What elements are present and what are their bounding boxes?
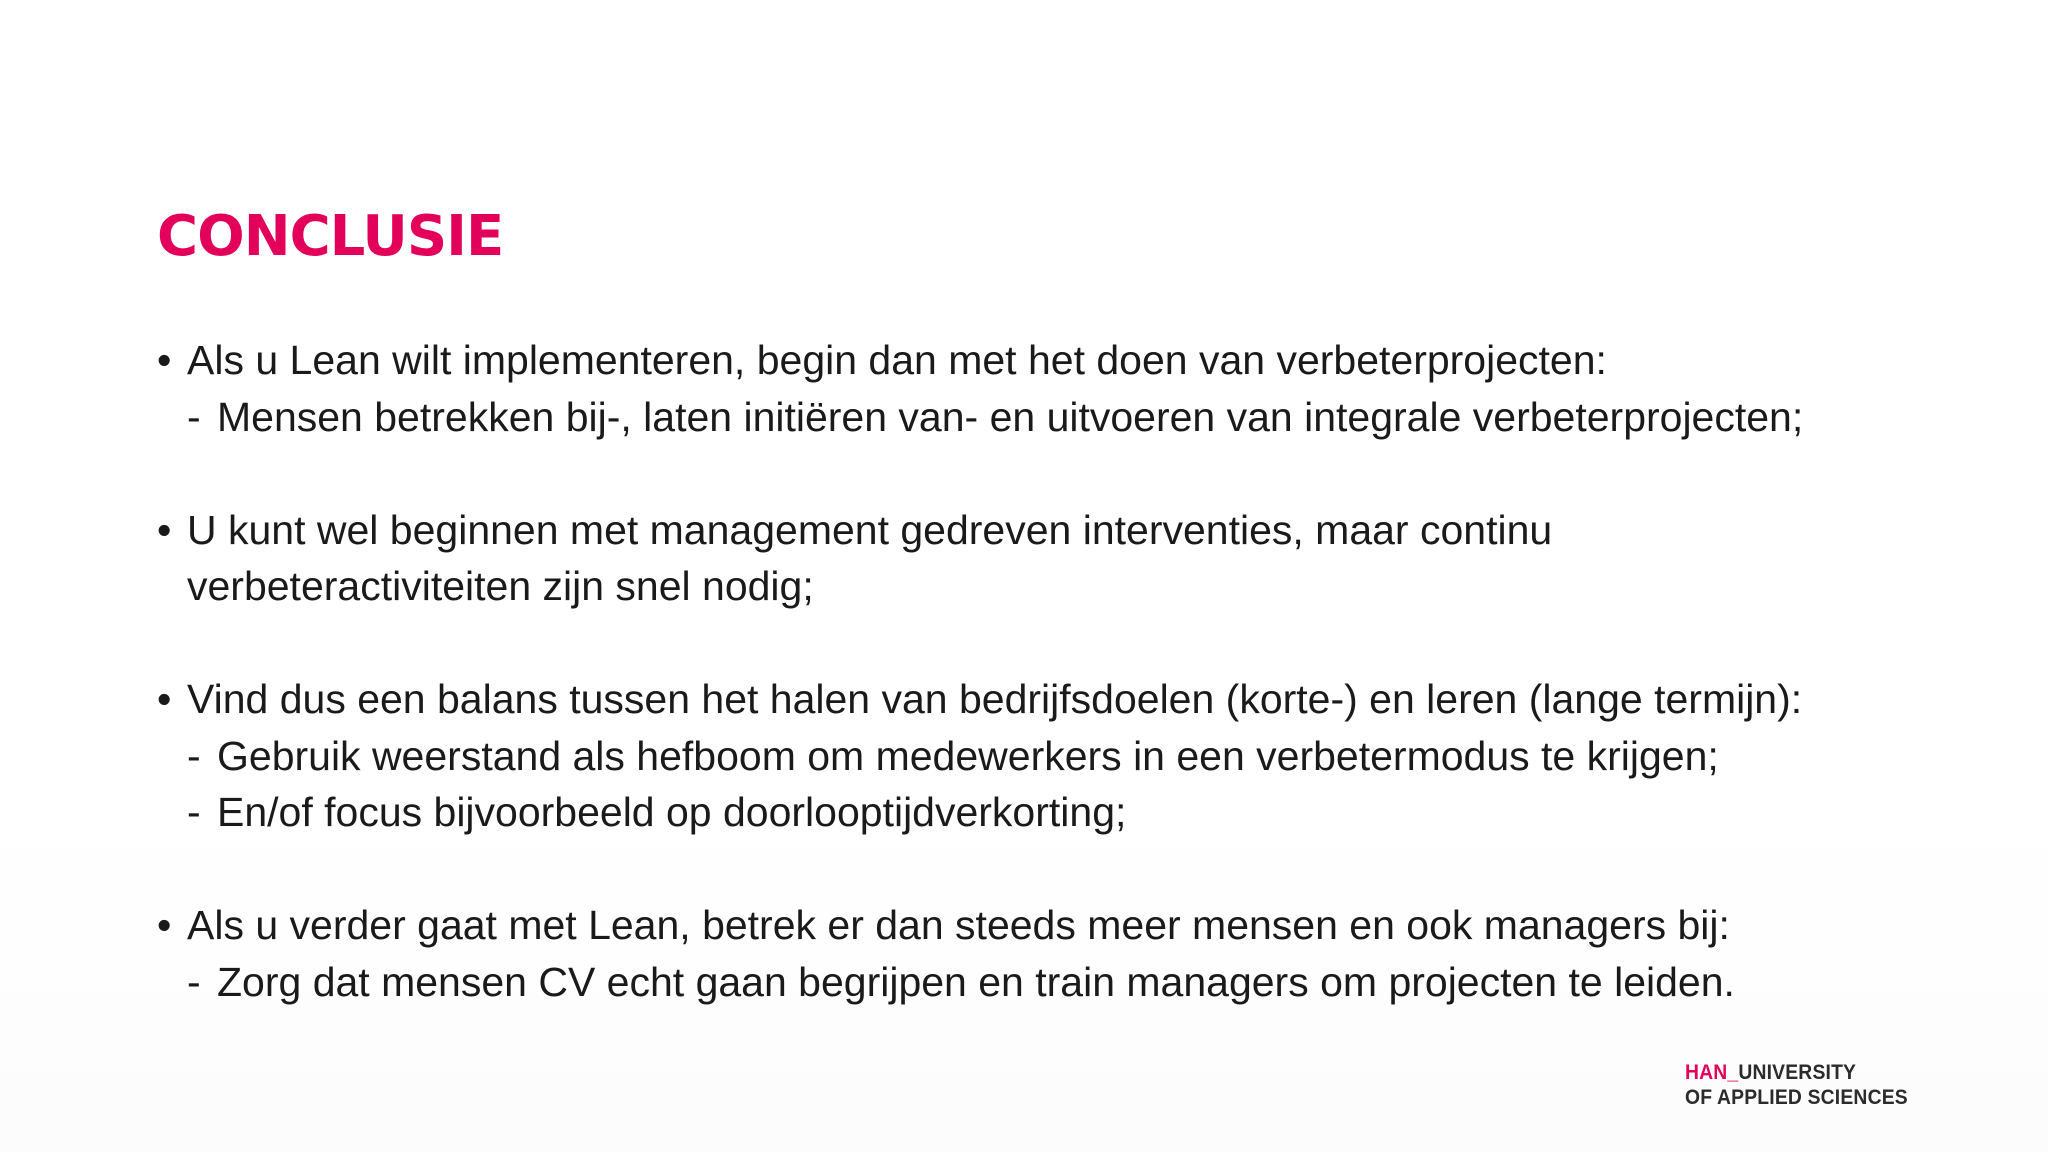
bullet-item xyxy=(157,502,1917,615)
bullet-text: Als u verder gaat met Lean, betrek er dan steeds meer mensen en ook managers bij: xyxy=(187,902,1730,948)
sub-bullet-text: Gebruik weerstand als hefboom om medewerkers in een verbetermodus te krijgen; xyxy=(217,732,1719,779)
bullet-text: Vind dus een balans tussen het halen van bedrijfsdoelen (korte-) en leren (lange termijn): xyxy=(187,676,1803,722)
han-university-logo xyxy=(1685,1060,1908,1110)
bullet-list xyxy=(157,332,1917,1010)
bullet-marker: • xyxy=(157,676,172,722)
sub-bullet-marker: - xyxy=(187,789,201,835)
bullet-item xyxy=(157,671,1917,841)
bullet-marker: • xyxy=(157,337,172,383)
bullet-text: U kunt wel beginnen met management gedreven interventies, maar continu xyxy=(187,506,1553,553)
logo-university: UNIVERSITY xyxy=(1738,1061,1857,1084)
bullet-marker: • xyxy=(157,902,172,948)
sub-bullet-text: Zorg dat mensen CV echt gaan begrijpen en train managers om projecten te leiden. xyxy=(217,958,1735,1005)
logo-han: HAN_ xyxy=(1685,1061,1739,1084)
bullet-text: Als u Lean wilt implementeren, begin dan met het doen van verbeterprojecten: xyxy=(187,337,1607,383)
bullet-item xyxy=(157,332,1917,445)
sub-bullet-marker: - xyxy=(187,958,201,1005)
bullet-item xyxy=(157,897,1917,1010)
sub-bullet-text: En/of focus bijvoorbeeld op doorlooptijdverkorting; xyxy=(217,789,1127,835)
sub-bullet-marker: - xyxy=(187,732,201,779)
sub-bullet-marker: - xyxy=(187,393,201,440)
sub-bullet-text: Mensen betrekken bij-, laten initiëren van- en uitvoeren van integrale verbeterprojecten; xyxy=(217,393,1804,440)
slide-title: CONCLUSIE xyxy=(157,204,504,269)
logo-applied-sciences: OF APPLIED SCIENCES xyxy=(1685,1086,1908,1109)
bullet-text-continuation: verbeteractiviteiten zijn snel nodig; xyxy=(187,563,814,609)
bullet-marker: • xyxy=(157,506,172,553)
